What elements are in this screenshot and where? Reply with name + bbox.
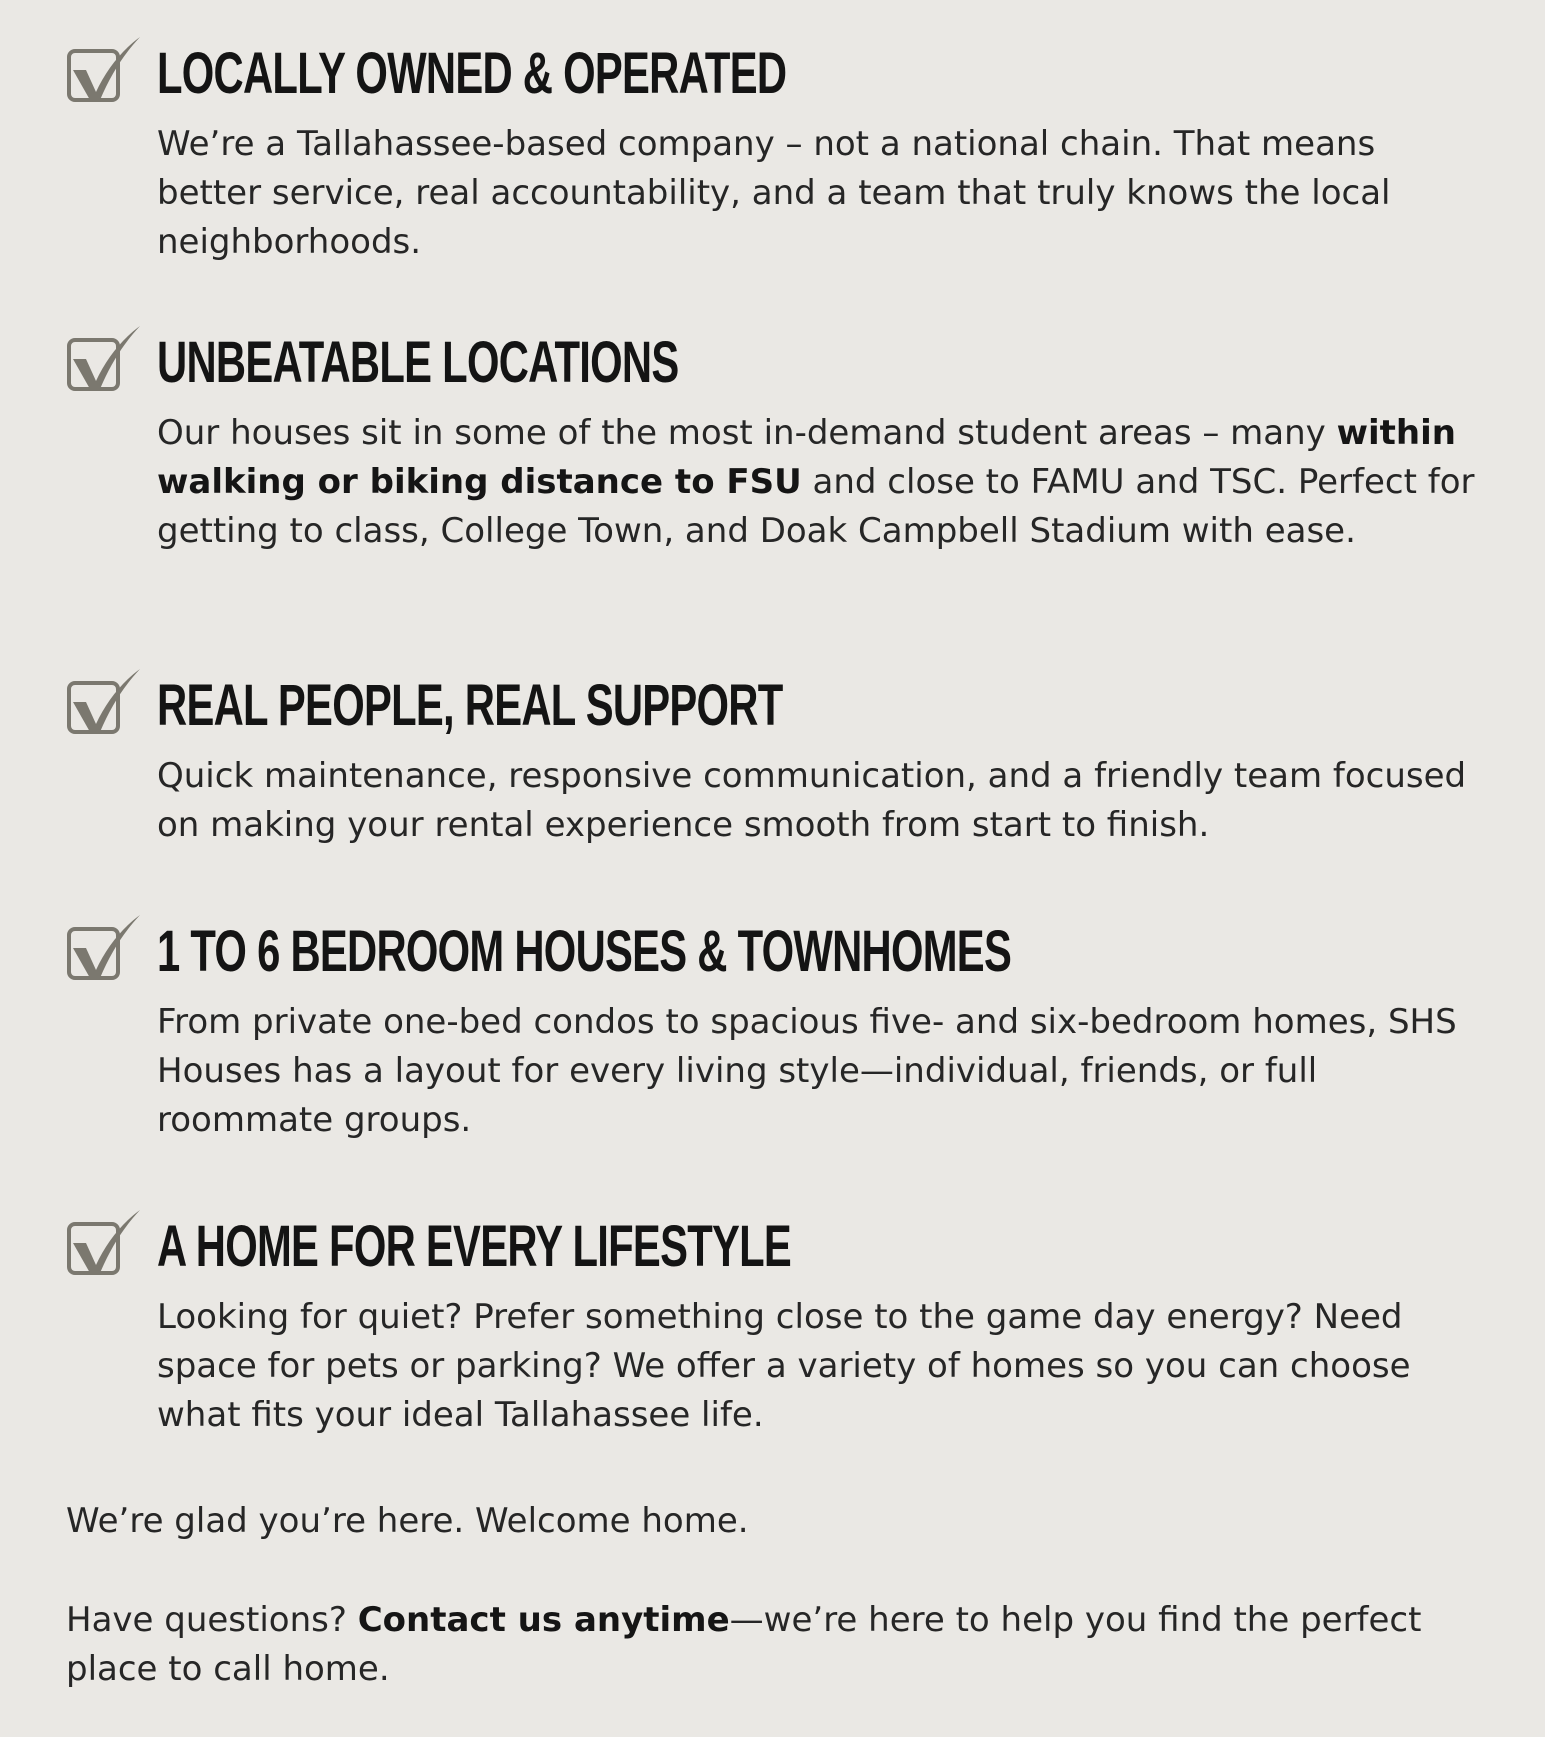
description-text: and close to FAMU and TSC. Perfect for getting to class, College Town, and Doak Campbell Stadium with ease. <box>157 462 1475 551</box>
feature-bedroom-options <box>66 912 1486 1140</box>
contact-us-link[interactable]: Contact us anytime <box>357 1600 730 1640</box>
fsu-distance-highlight: within walking or biking distance to FSU <box>157 413 1456 502</box>
checkbox-check-icon <box>66 323 142 399</box>
feature-title: A HOME FOR EVERY LIFESTYLE <box>157 1214 792 1279</box>
feature-header <box>66 34 1486 114</box>
feature-header <box>66 323 1486 403</box>
feature-header <box>66 912 1486 992</box>
feature-lifestyle <box>66 1207 1486 1435</box>
contact-message <box>66 1596 1466 1694</box>
feature-header <box>66 666 1486 746</box>
feature-description <box>157 409 1477 556</box>
contact-suffix: —we’re here to help you find the perfect place to call home. <box>66 1600 1422 1689</box>
feature-title: LOCALLY OWNED & OPERATED <box>157 41 787 106</box>
checkbox-check-icon <box>66 1207 142 1283</box>
checkbox-check-icon <box>66 666 142 742</box>
feature-unbeatable-locations <box>66 323 1486 551</box>
feature-locally-owned <box>66 34 1486 262</box>
feature-real-support <box>66 666 1486 845</box>
feature-description: Looking for quiet? Prefer something close to the game day energy? Need space for pets or parking? We offer a variety of homes so you can choose what fits your ideal Tallahassee life. <box>157 1297 1411 1435</box>
feature-title: UNBEATABLE LOCATIONS <box>157 330 679 395</box>
checkbox-check-icon <box>66 912 142 988</box>
feature-description: We’re a Tallahassee-based company – not a national chain. That means better service, real accountability, and a team that truly knows the local neighborhoods. <box>157 124 1391 262</box>
feature-description: From private one-bed condos to spacious five- and six-bedroom homes, SHS Houses has a layout for every living style—individual, friends, or full roommate groups. <box>157 1002 1457 1140</box>
feature-description: Quick maintenance, responsive communication, and a friendly team focused on making your rental experience smooth from start to finish. <box>157 756 1467 845</box>
feature-title: REAL PEOPLE, REAL SUPPORT <box>157 673 783 738</box>
checkbox-check-icon <box>66 34 142 110</box>
feature-header <box>66 1207 1486 1287</box>
description-text: Our houses sit in some of the most in-demand student areas – many <box>157 413 1337 453</box>
contact-prefix: Have questions? <box>66 1600 358 1640</box>
feature-title: 1 TO 6 BEDROOM HOUSES & TOWNHOMES <box>157 919 1012 984</box>
welcome-message: We’re glad you’re here. Welcome home. <box>66 1501 749 1541</box>
